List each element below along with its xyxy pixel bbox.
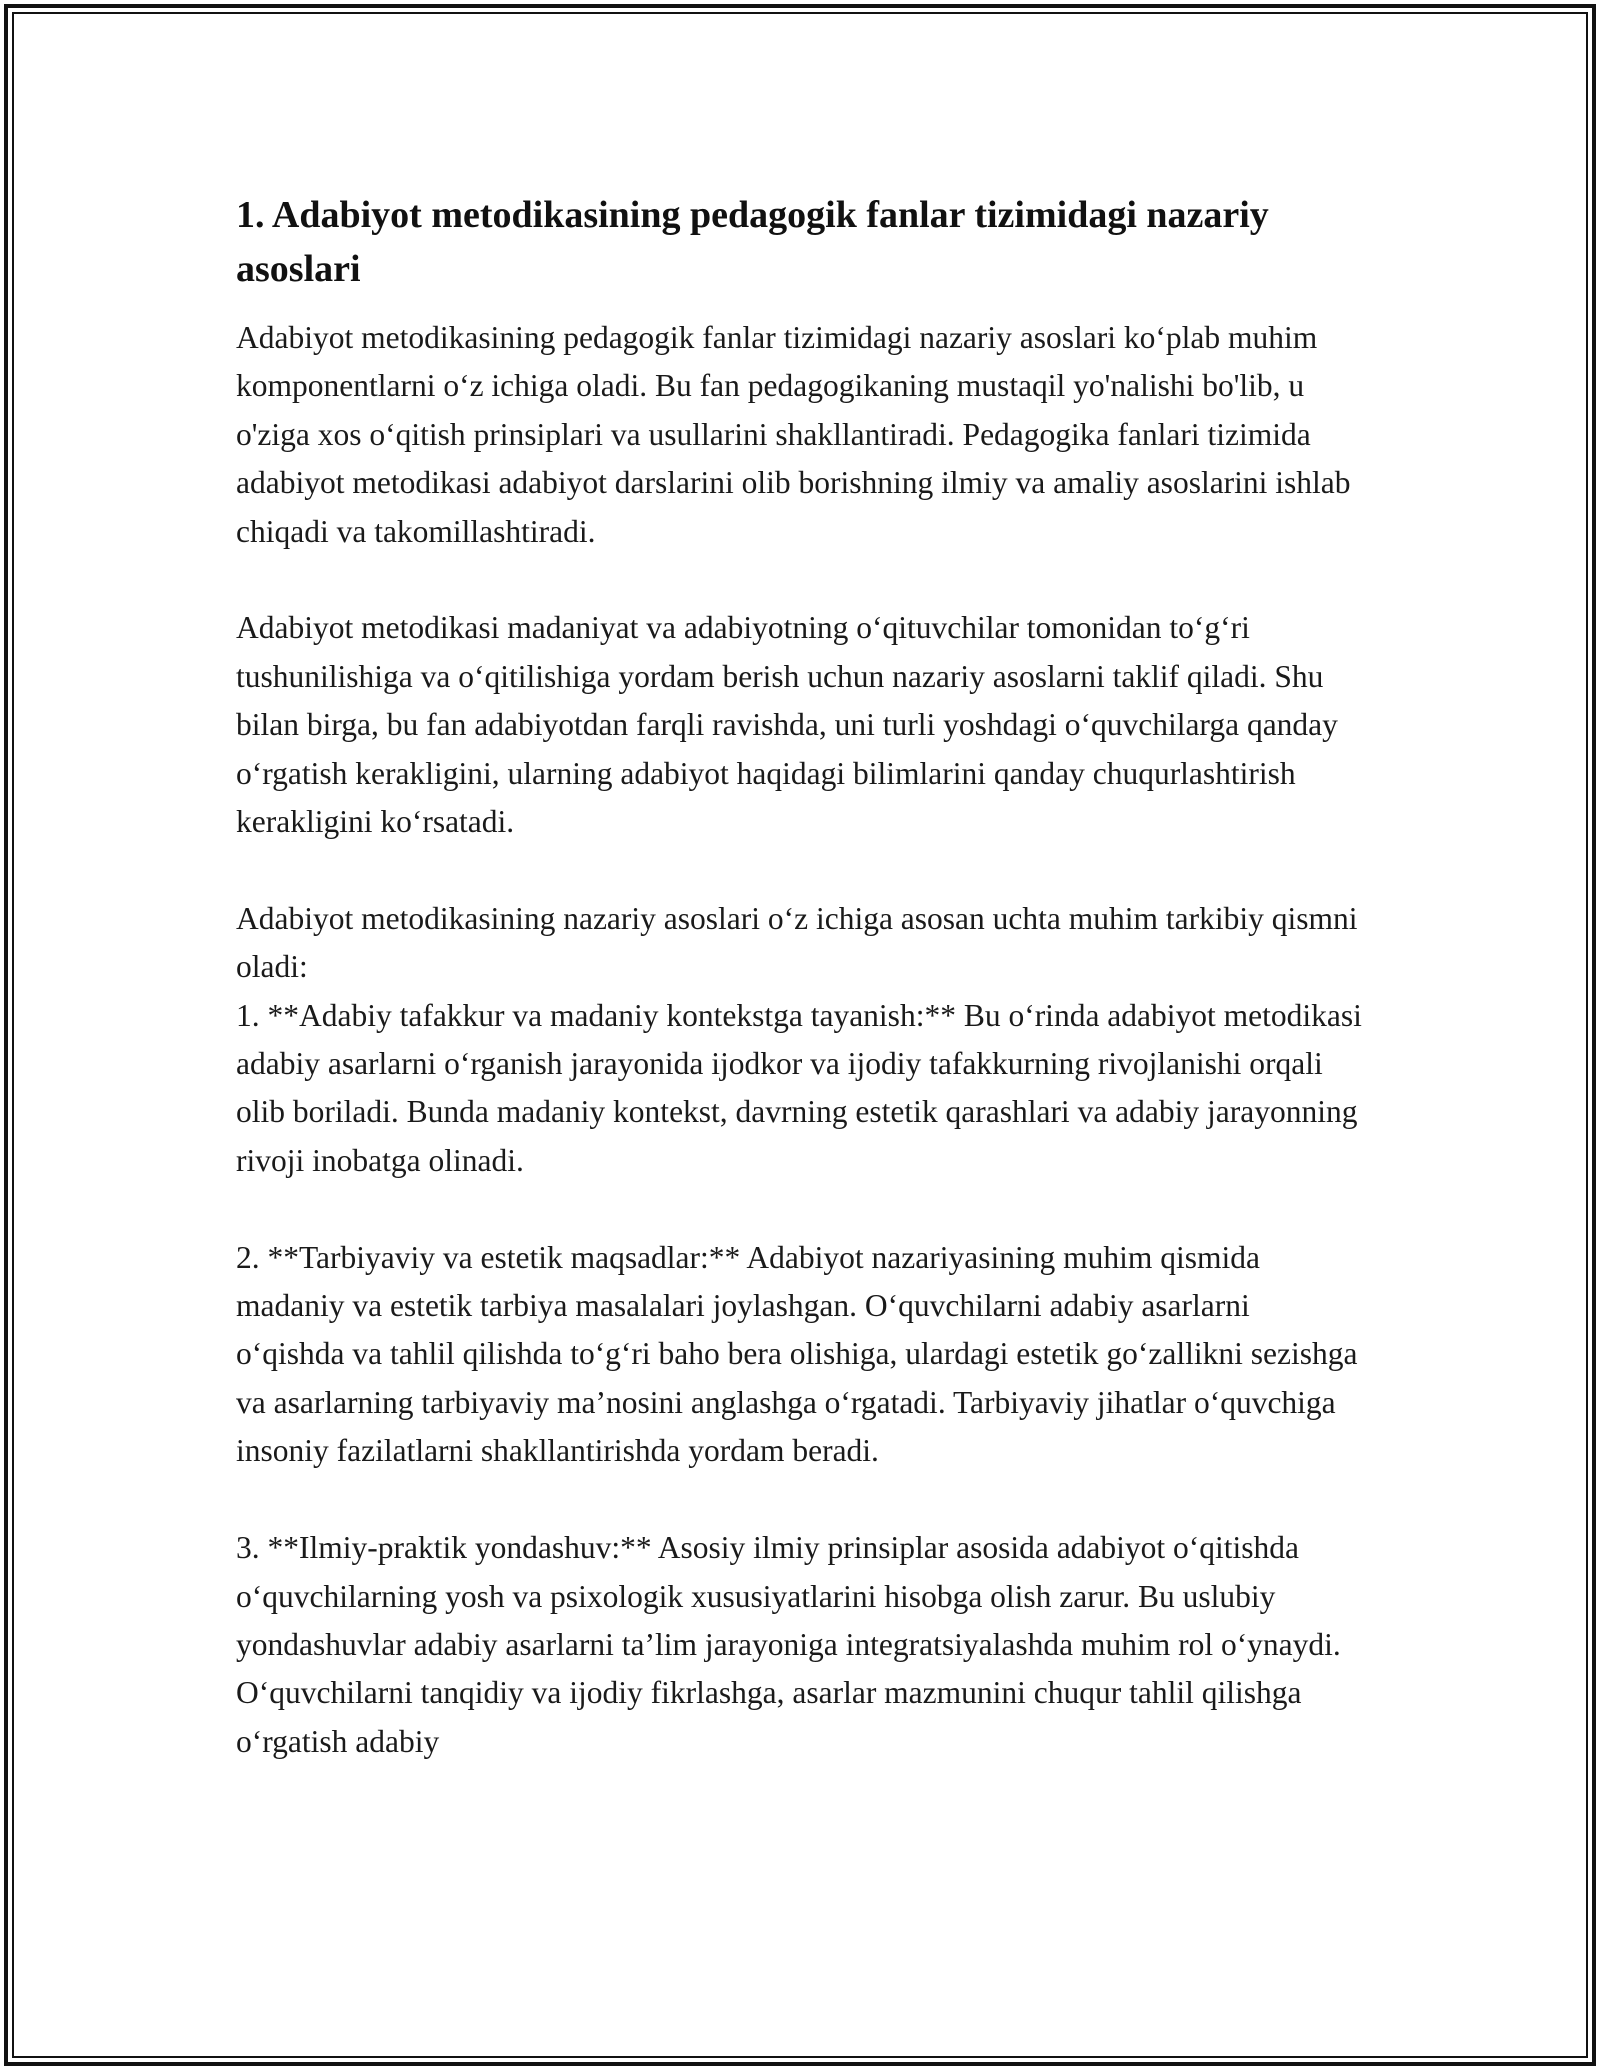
paragraph-scientific-approach: 3. **Ilmiy-praktik yondashuv:** Asosiy ilmiy prinsiplar asosida adabiyot o‘qitishda o‘quvchilarning yosh va psixologik xususiyatlarini hisobga olish zarur. Bu uslubiy yondashuvlar adabiy asarlarni ta’lim jarayoniga integratsiyalashda muhim rol o‘ynaydi. O‘quvchilarni tanqidiy va ijodiy fikrlashga, asarlar mazmunini chuqur tahlil qilishga o‘rgatish adabiy [236, 1530, 1341, 1759]
section-title: 1. Adabiyot metodikasining pedagogik fanlar tizimidagi nazariy asoslari [236, 194, 1269, 290]
paragraph-components: Adabiyot metodikasining nazariy asoslari o‘z ichiga asosan uchta muhim tarkibiy qismni oladi: 1. **Adabiy tafakkur va madaniy kontekstga tayanish:** Bu o‘rinda adabiyot metodikasi adabiy asarlarni o‘rganish jarayonida ijodkor va ijodiy tafakkurning rivojlanishi orqali olib boriladi. Bunda madaniy kontekst, davrning estetik qarashlari va adabiy jarayonning rivoji inobatga olinadi. [236, 900, 1362, 1178]
paragraph-spacer [236, 556, 1366, 604]
paragraph-spacer [236, 1476, 1366, 1524]
document-body [236, 188, 1366, 1766]
paragraph-intro: Adabiyot metodikasining pedagogik fanlar tizimidagi nazariy asoslari ko‘plab muhim komponentlarni o‘z ichiga oladi. Bu fan pedagogikaning mustaqil yo'nalishi bo'lib, u o'ziga xos o‘qitish prinsiplari va usullarini shakllantiradi. Pedagogika fanlari tizimida adabiyot metodikasi adabiyot darslarini olib borishning ilmiy va amaliy asoslarini ishlab chiqadi va takomillashtiradi. [236, 320, 1351, 549]
paragraph-spacer [236, 846, 1366, 894]
paragraph-spacer [236, 1185, 1366, 1233]
paragraph-educational-goals: 2. **Tarbiyaviy va estetik maqsadlar:** Adabiyot nazariyasining muhim qismida madaniy va estetik tarbiya masalalari joylashgan. O‘quvchilarni adabiy asarlarni o‘qishda va tahlil qilishda to‘g‘ri baho bera olishiga, ulardagi estetik go‘zallikni sezishga va asarlarning tarbiyaviy ma’nosini anglashga o‘rgatadi. Tarbiyaviy jihatlar o‘quvchiga insoniy fazilatlarni shakllantirishda yordam beradi. [236, 1239, 1358, 1469]
paragraph-purpose: Adabiyot metodikasi madaniyat va adabiyotning o‘qituvchilar tomonidan to‘g‘ri tushunilishiga va o‘qitilishiga yordam berish uchun nazariy asoslarni taklif qiladi. Shu bilan birga, bu fan adabiyotdan farqli ravishda, uni turli yoshdagi o‘quvchilarga qanday o‘rgatish kerakligini, ularning adabiyot haqidagi bilimlarini qanday chuqurlashtirish kerakligini ko‘rsatadi. [236, 610, 1338, 840]
